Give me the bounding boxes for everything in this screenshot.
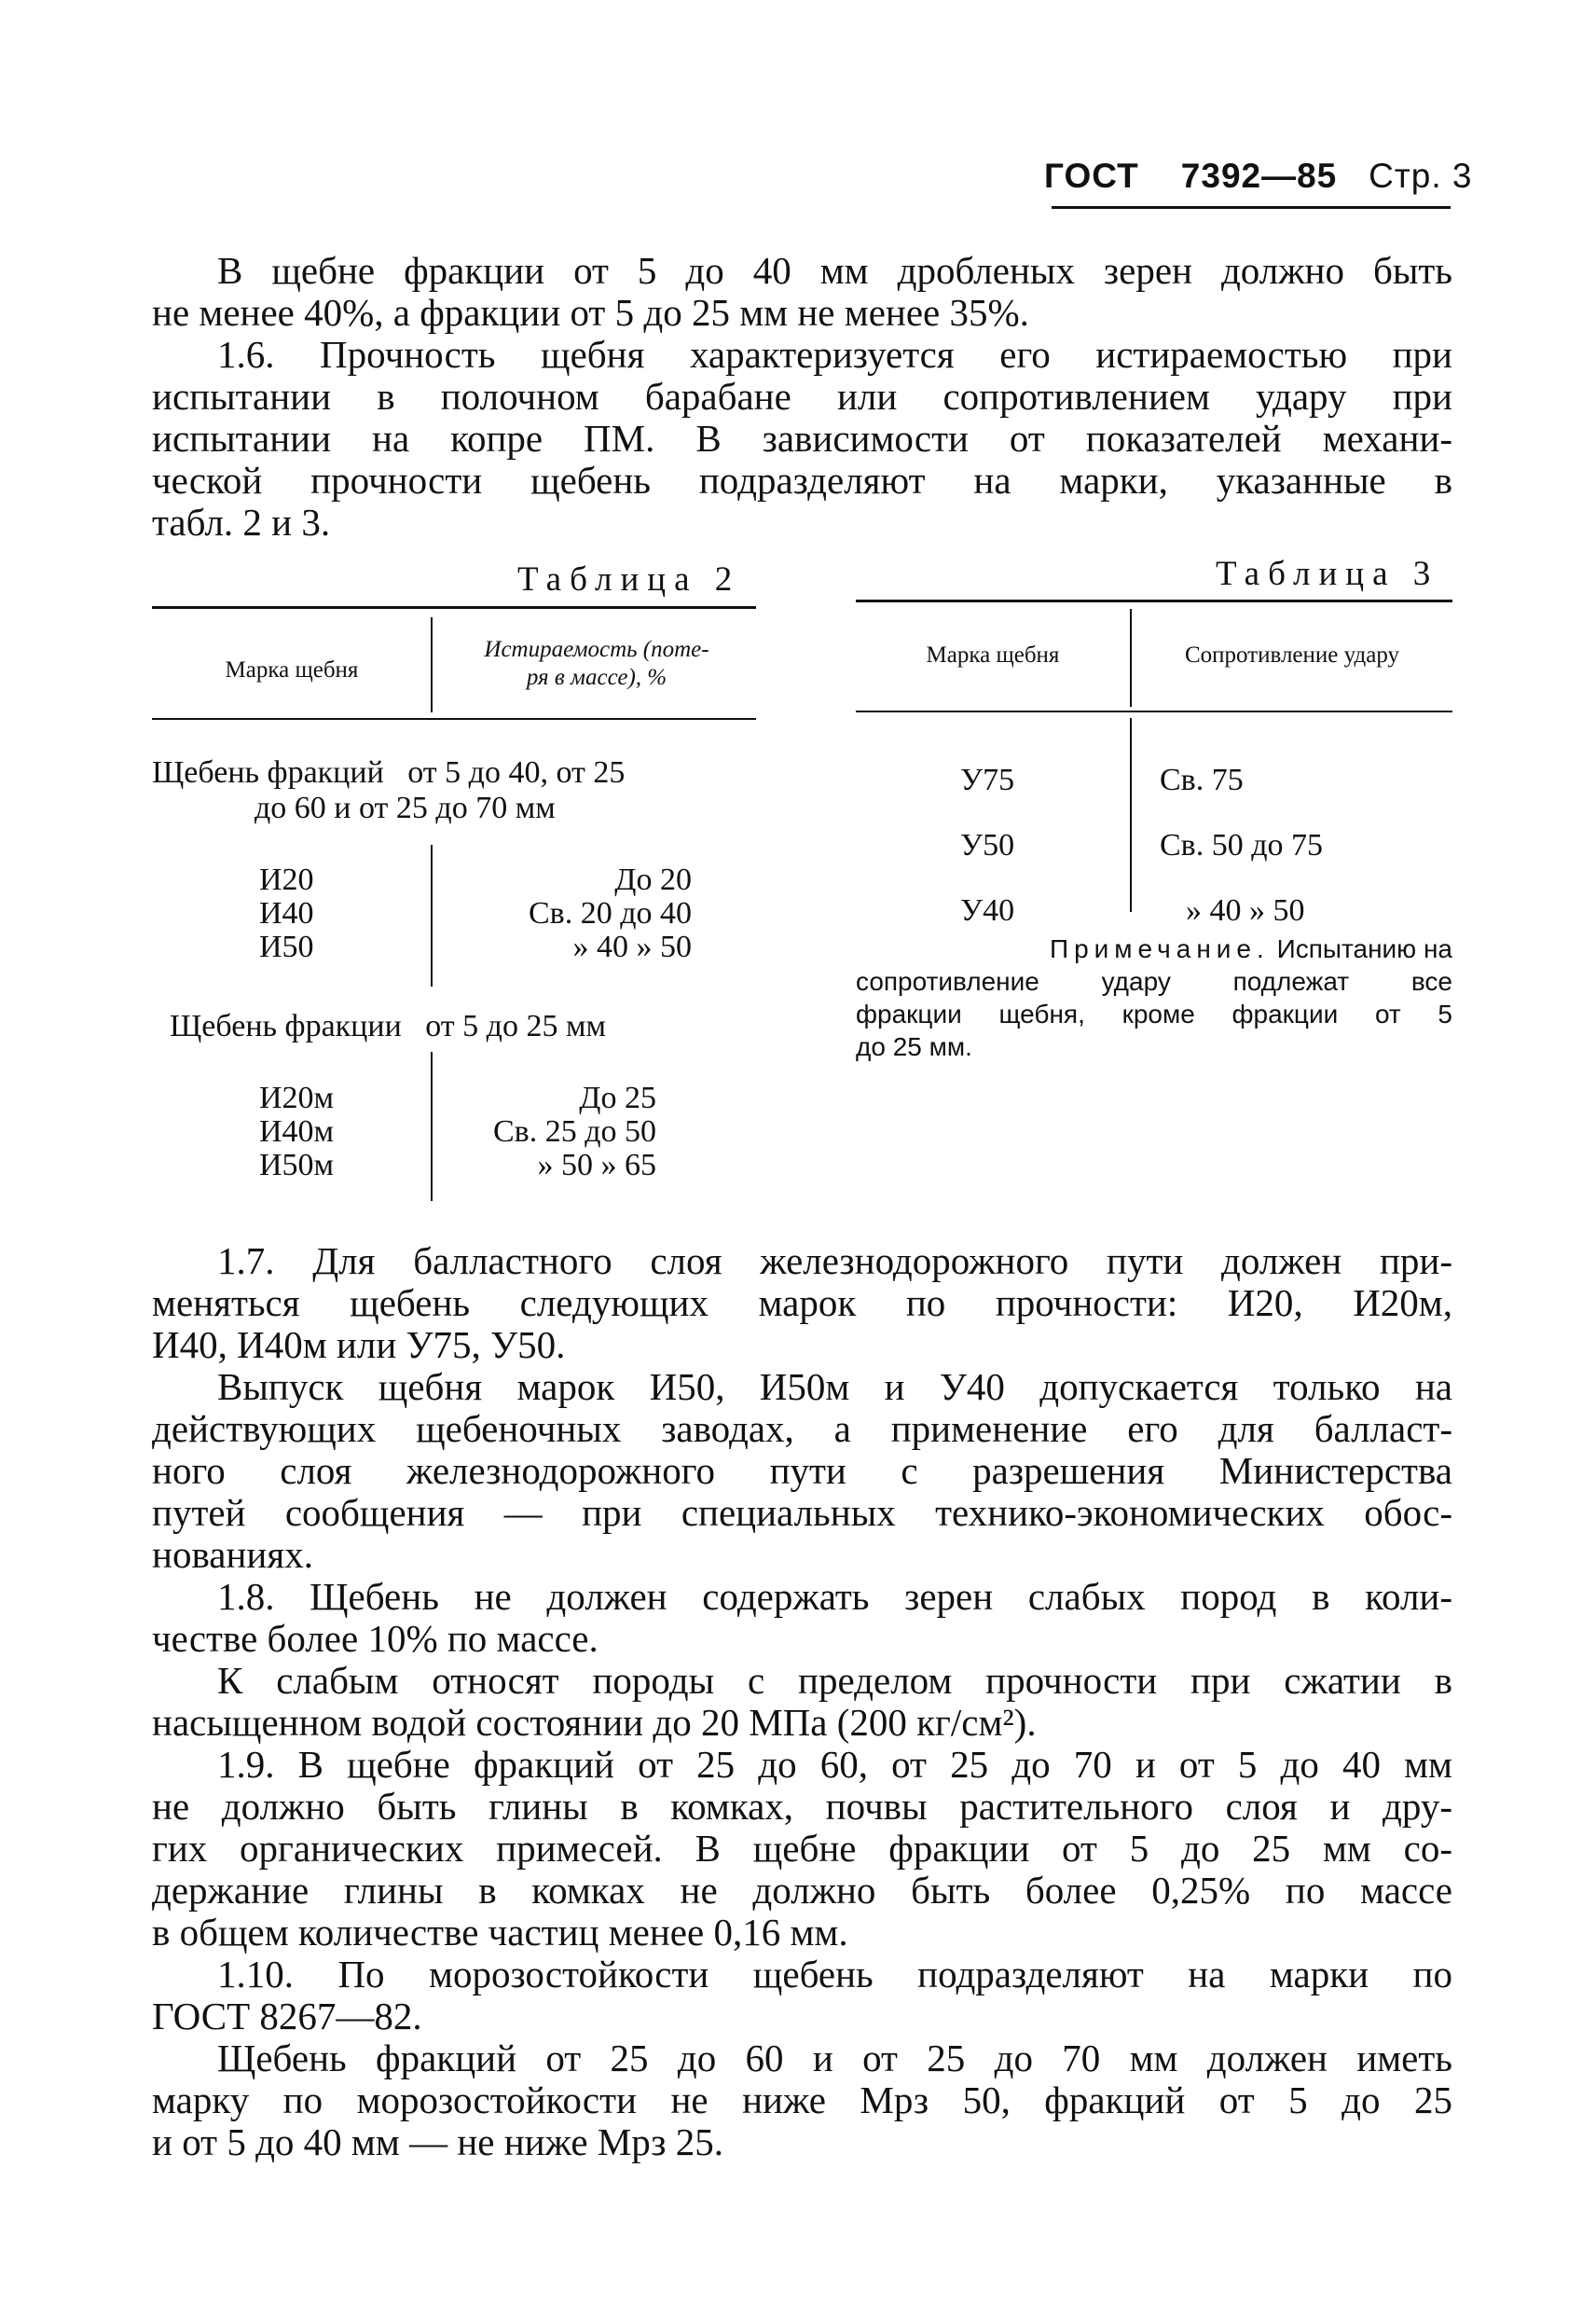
table2-header-rule [152,718,756,720]
header-rule [1052,206,1451,209]
text-line: ческой прочности щебень подразделяют на марки, указанные в [152,459,1452,502]
table-cell: И20м [259,1081,335,1115]
paragraph-1-10 [152,1954,1452,2037]
table3-top-rule [856,600,1452,602]
paragraph-1-9 [152,1744,1452,1954]
table-cell: У50 [960,828,1015,863]
text-line: Щебень фракций от 25 до 60 и от 25 до 70 мм должен иметь [217,2037,1452,2079]
header-page: Стр. 3 [1369,157,1473,195]
paragraph-1-6 [152,334,1452,544]
paragraph-1-8-cont [152,1660,1452,1744]
text-line: нованиях. [152,1533,313,1576]
paragraph-1-10-cont [152,2037,1452,2163]
header-line: Истираемость (поте- [484,637,709,662]
text-line: Выпуск щебня марок И50, И50м и У40 допускается только на [217,1365,1452,1408]
table-cell: » 40 » 50 [1186,893,1305,928]
text-line: испытании на копре ПМ. В зависимости от показателей механи- [152,417,1452,460]
table3-body-divider [1130,718,1132,912]
text-line: И40, И40м или У75, У50. [152,1323,566,1366]
text-line: меняться щебень следующих марок по прочности: И20, И20м, [152,1281,1452,1324]
table-cell: До 25 [579,1081,656,1115]
text-line: испытании в полочном барабане или сопротивлением удару при [152,375,1452,418]
text-line: в общем количестве частиц менее 0,16 мм. [152,1911,848,1954]
text-line: В щебне фракции от 5 до 40 мм дробленых зерен должно быть [217,249,1452,292]
page-header [1044,157,1473,196]
header-number: 7392—85 [1180,157,1338,195]
table-cell: До 20 [614,863,692,897]
table2-group2-marks [259,1082,334,1182]
table-cell: И50м [259,1148,335,1182]
table2-caption: Таблица 2 [517,560,741,599]
text-line: 1.8. Щебень не должен содержать зерен слабых пород в коли- [217,1575,1452,1618]
table2-group1-divider [431,845,433,987]
table2-col2-header [438,636,755,692]
table2-group1-values [447,863,692,964]
table-cell: И20 [259,863,314,897]
paragraph-1-7 [152,1240,1452,1366]
text-line: и от 5 до 40 мм — не ниже Мрз 25. [152,2120,723,2163]
header-gost: ГОСТ [1044,157,1139,195]
text-line: ного слоя железнодорожного пути с разрешения Министерства [152,1449,1452,1492]
table2-group1-marks [259,863,314,964]
paragraph-intro [152,250,1452,334]
paragraph-1-7-cont [152,1366,1452,1576]
table3-col2-header: Сопротивление удару [1184,642,1400,668]
table3-note [856,932,1452,1063]
table3-values [1160,748,1323,944]
table2-top-rule [152,606,756,609]
group-line: Щебень фракций от 5 до 40, от 25 [152,755,626,790]
text-line: К слабым относят породы с пределом прочности при сжатии в [217,1659,1452,1702]
table2-group2-values [447,1082,656,1182]
text-line: 1.7. Для балластного слоя железнодорожного пути должен при- [217,1239,1452,1282]
text-line: 1.6. Прочность щебня характеризуется его истираемостью при [217,333,1452,376]
table3-header-divider [1130,609,1132,707]
table-cell: У40 [960,893,1015,928]
note-line: фракции щебня, кроме фракции от 5 [856,1000,1452,1029]
table-cell: Св. 20 до 40 [528,896,692,931]
table2-header-divider [431,617,433,712]
table3-col1-header: Марка щебня [926,642,1060,668]
paragraph-1-8 [152,1576,1452,1660]
text-line: путей сообщения — при специальных технико-экономических обос- [152,1491,1452,1534]
table-cell: Св. 50 до 75 [1160,828,1324,863]
table-cell: » 40 » 50 [572,930,692,964]
text-line: держание глины в комках не должно быть более 0,25% по массе [152,1869,1452,1912]
table-cell: И40м [259,1114,335,1149]
table2-group2-divider [431,1052,433,1201]
group-line: до 60 и от 25 до 70 мм [255,791,556,825]
text-line: не должно быть глины в комках, почвы растительного слоя и дру- [152,1785,1452,1828]
table-cell: И40 [259,896,314,931]
table-cell: И50 [259,930,314,964]
table-cell: » 50 » 65 [537,1148,656,1182]
table3-caption: Таблица 3 [1216,555,1439,593]
note-label: Примечание. [1049,934,1270,963]
text-line: табл. 2 и 3. [152,501,331,544]
table3-marks [960,748,1014,944]
table2-group1-title [152,755,625,826]
text-line: марку по морозостойкости не ниже Мрз 50, фракций от 5 до 25 [152,2078,1452,2121]
note-line: сопротивление удару подлежат все [856,967,1452,996]
text-line: насыщенном водой состоянии до 20 МПа (200 кг/см²). [152,1701,1037,1744]
header-line: ря в массе), % [526,665,667,690]
table2-col1-header: Марка щебня [225,657,359,683]
text-line: действующих щебеночных заводах, а применение его для балласт- [152,1407,1452,1450]
note-line [856,932,1452,965]
table-cell: Св. 75 [1160,763,1244,797]
text-line: честве более 10% по массе. [152,1617,598,1660]
text-line: гих органических примесей. В щебне фракции от 5 до 25 мм со- [152,1827,1452,1870]
text-line: не менее 40%, а фракции от 5 до 25 мм не менее 35%. [152,291,1029,334]
table3-header-rule [856,711,1452,712]
note-text: Испытанию на [1269,934,1452,963]
table-cell: Св. 25 до 50 [492,1114,656,1149]
note-line: до 25 мм. [856,1032,972,1061]
table-cell: У75 [960,763,1015,797]
text-line: 1.10. По морозостойкости щебень подразделяют на марки по [217,1953,1452,1995]
text-line: 1.9. В щебне фракций от 25 до 60, от 25 до 70 и от 5 до 40 мм [217,1743,1452,1786]
text-line: ГОСТ 8267—82. [152,1995,422,2037]
table2-group2-title: Щебень фракции от 5 до 25 мм [170,1009,606,1043]
